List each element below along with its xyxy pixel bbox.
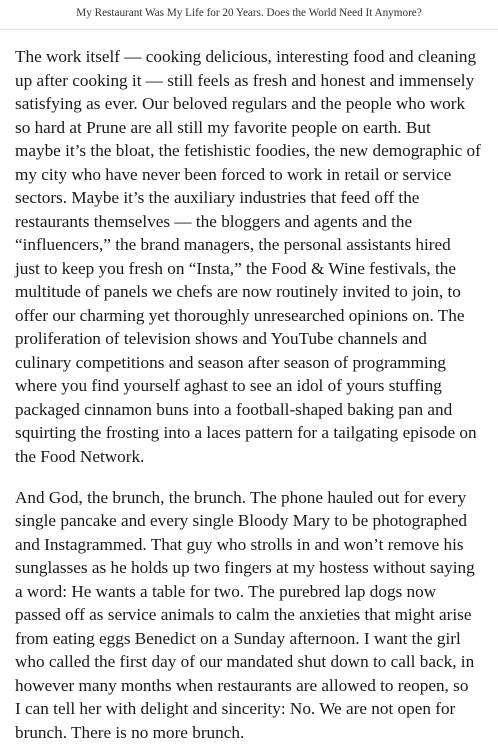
text-line: where you find yourself aghast to see an idol of yours stuffing <box>15 376 442 395</box>
text-line: passed off as service animals to calm the anxieties that might arise <box>15 605 472 624</box>
text-line: up after cooking it — still feels as fresh and honest and immensely <box>15 70 475 90</box>
text-line: restaurants themselves — the bloggers and agents and the <box>15 211 413 231</box>
text-line: offer our charming yet thoroughly unresearched opinions on. The <box>15 305 465 325</box>
text-line: The work itself — cooking delicious, interesting food and cleaning <box>15 47 477 66</box>
text-line: sunglasses as he holds up two fingers at my hostess without saying <box>15 558 475 577</box>
text-line: brunch. There is no more brunch. <box>15 722 245 742</box>
text-line: proliferation of television shows and YouTube channels and <box>15 329 427 348</box>
text-line: “influencers,” the brand managers, the personal assistants hired <box>15 235 451 254</box>
text-line: single pancake and every single Bloody Mary to be photographed <box>15 511 468 530</box>
text-line: just to keep you fresh on “Insta,” the Food & Wine festivals, the <box>15 258 456 278</box>
text-line: packaged cinnamon buns into a football-shaped baking pan and <box>15 399 453 419</box>
text-line: so hard at Prune are all still my favorite people on earth. But <box>15 117 431 137</box>
text-line: satisfying as ever. Our beloved regulars and the people who work <box>15 94 466 113</box>
text-line: from eating eggs Benedict on a Sunday afternoon. I want the girl <box>15 628 461 648</box>
text-line: and Instagrammed. That guy who strolls in and won’t remove his <box>15 534 464 554</box>
text-line: my city who have never been forced to work in retail or service <box>15 164 452 184</box>
paragraph-brunch <box>15 486 498 745</box>
text-line: culinary competitions and season after season of programming <box>15 352 446 372</box>
article-title: My Restaurant Was My Life for 20 Years. Does the World Need It Anymore? <box>76 7 422 19</box>
text-line: who called the first day of our mandated shut down to call back, in <box>15 652 475 671</box>
article-header-bar <box>0 0 498 30</box>
text-line: maybe it’s the bloat, the fetishistic foodies, the new demographic of <box>15 141 481 160</box>
paragraph-professional-culture <box>15 45 498 468</box>
text-line: however many months when restaurants are allowed to reopen, so <box>15 675 469 695</box>
article-body <box>15 45 498 744</box>
text-line: I can tell her with delight and sincerity: No. We are not open for <box>15 699 456 718</box>
text-line: a word: He wants a table for two. The purebred lap dogs now <box>15 581 437 601</box>
text-line: squirting the frosting into a laces pattern for a tailgating episode on <box>15 423 477 442</box>
text-line: multitude of panels we chefs are now routinely invited to join, to <box>15 282 461 301</box>
text-line: sectors. Maybe it’s the auxiliary industries that feed off the <box>15 188 420 207</box>
text-line: the Food Network. <box>15 446 145 466</box>
text-line: And God, the brunch, the brunch. The phone hauled out for every <box>15 487 467 507</box>
